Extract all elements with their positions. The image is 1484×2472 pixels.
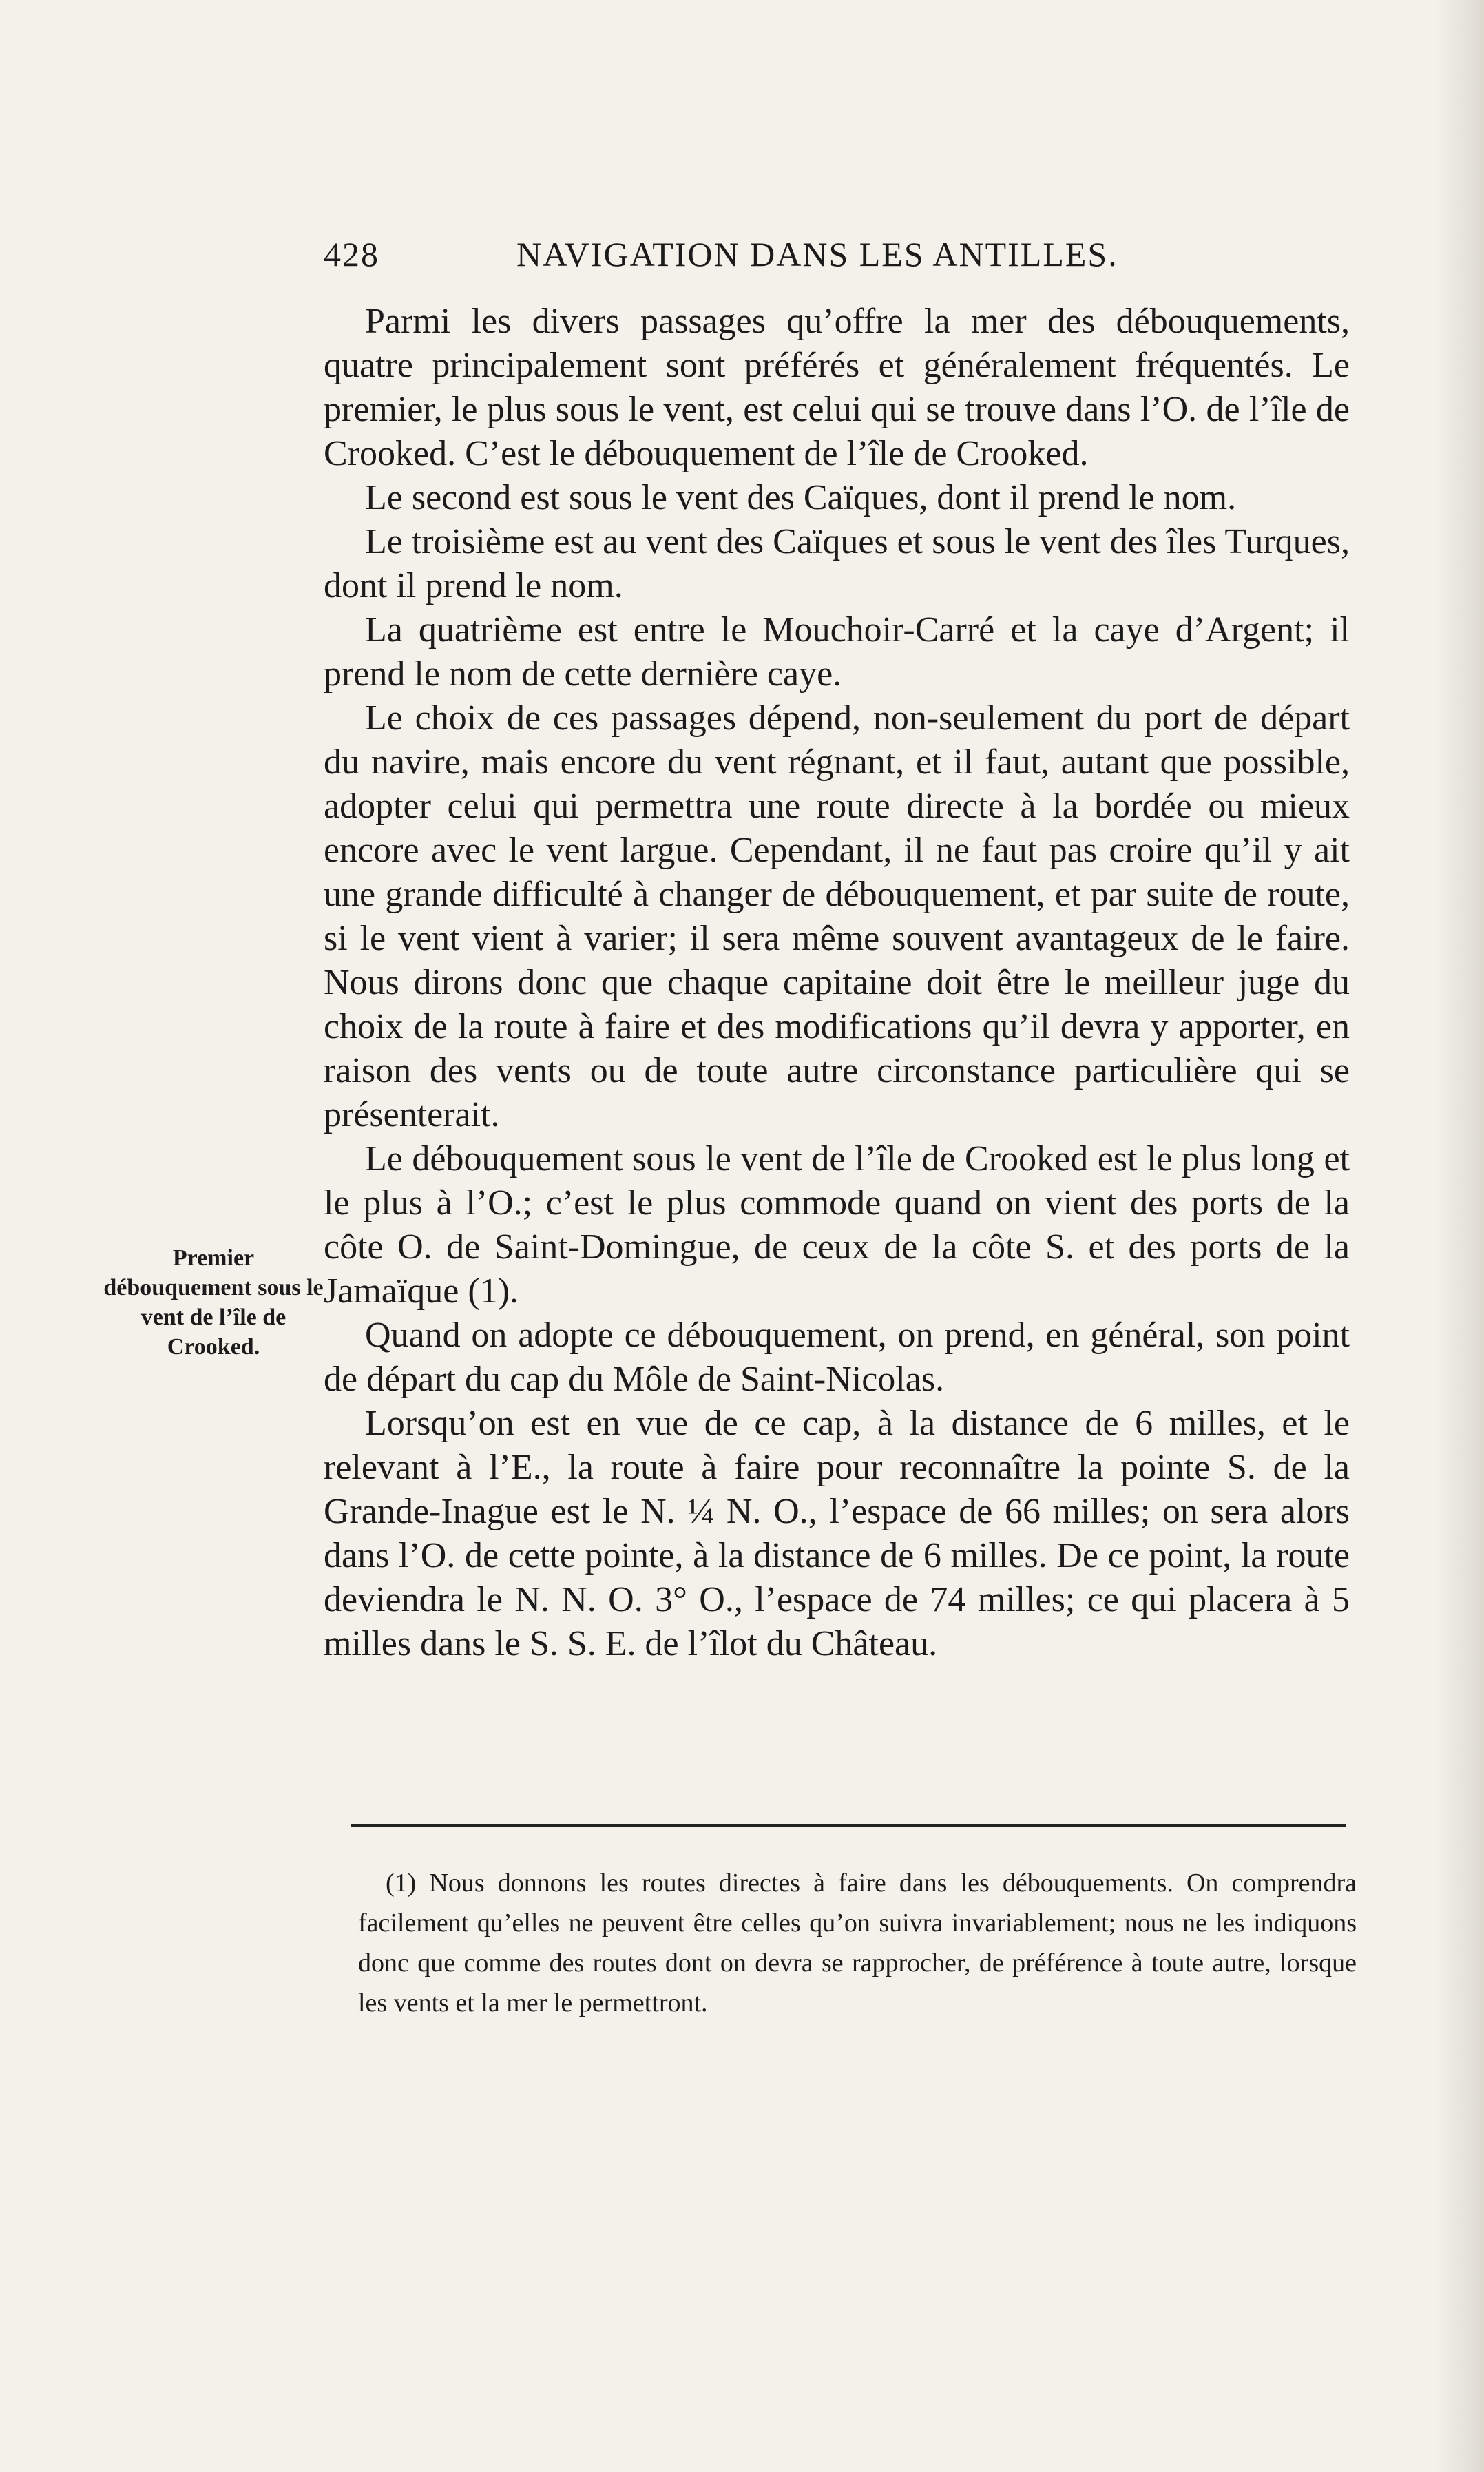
margin-note: Premier débouquement sous le vent de l’île de Crooked. [103, 1245, 324, 1360]
paragraph: Le débouquement sous le vent de l’île de Crooked est le plus long et le plus à l’O.; c’est le plus commode quand on vient des ports de la côte O. de Saint-Domingue, de ceux de la côte S. et des ports de la Jamaïque (1). [324, 1139, 1350, 1311]
paragraph: Quand on adopte ce débouquement, on prend, en général, son point de départ du cap du Môle de Saint-Nicolas. [324, 1316, 1350, 1399]
footnote-text: (1) Nous donnons les routes directes à faire dans les débouquements. On comprendra facilement qu’elles ne peuvent être celles qu’on suivra invariablement; nous ne les indiquons donc que comme des routes dont on devra se rapprocher, de préférence à toute autre, lorsque les vents et la mer le permettront. [358, 1869, 1357, 2017]
footnote [358, 1863, 1357, 2023]
paragraph: La quatrième est entre le Mouchoir-Carré et la caye d’Argent; il prend le nom de cette dernière caye. [324, 610, 1350, 694]
page-header [324, 234, 1153, 289]
footnote-divider [351, 1824, 1346, 1827]
paragraph: Le second est sous le vent des Caïques, dont il prend le nom. [365, 478, 1237, 517]
body-text [324, 300, 1350, 1666]
page-number: 428 [324, 235, 379, 273]
paragraph: Le troisième est au vent des Caïques et sous le vent des îles Turques, dont il prend le nom. [324, 522, 1350, 605]
paragraph: Parmi les divers passages qu’offre la mer des débouquements, quatre principalement sont préférés et généralement fréquentés. Le premier, le plus sous le vent, est celui qui se trouve dans l’O. de l’île de Crooked. C’est le débouquement de l’île de Crooked. [324, 302, 1350, 473]
paragraph: Lorsqu’on est en vue de ce cap, à la distance de 6 milles, et le relevant à l’E., la route à faire pour reconnaître la pointe S. de la Grande-Inague est le N. ¼ N. O., l’espace de 66 milles; on sera alors dans l’O. de cette pointe, à la distance de 6 milles. De ce point, la route deviendra le N. N. O. 3° O., l’espace de 74 milles; ce qui placera à 5 milles dans le S. S. E. de l’îlot du Château. [324, 1404, 1350, 1663]
paragraph: Le choix de ces passages dépend, non-seulement du port de départ du navire, mais encore du vent régnant, et il faut, autant que possible, adopter celui qui permettra une route directe à la bordée ou mieux encore avec le vent largue. Cependant, il ne faut pas croire qu’il y ait une grande difficulté à changer de débouquement, et par suite de route, si le vent vient à varier; il sera même souvent avantageux de le faire. Nous dirons donc que chaque capitaine doit être le meilleur juge du choix de la route à faire et des modifications qu’il devra y apporter, en raison des vents ou de toute autre circonstance particulière qui se présenterait. [324, 698, 1350, 1134]
running-title: NAVIGATION DANS LES ANTILLES. [516, 235, 1118, 273]
page-edge-shadow [1436, 0, 1484, 2472]
